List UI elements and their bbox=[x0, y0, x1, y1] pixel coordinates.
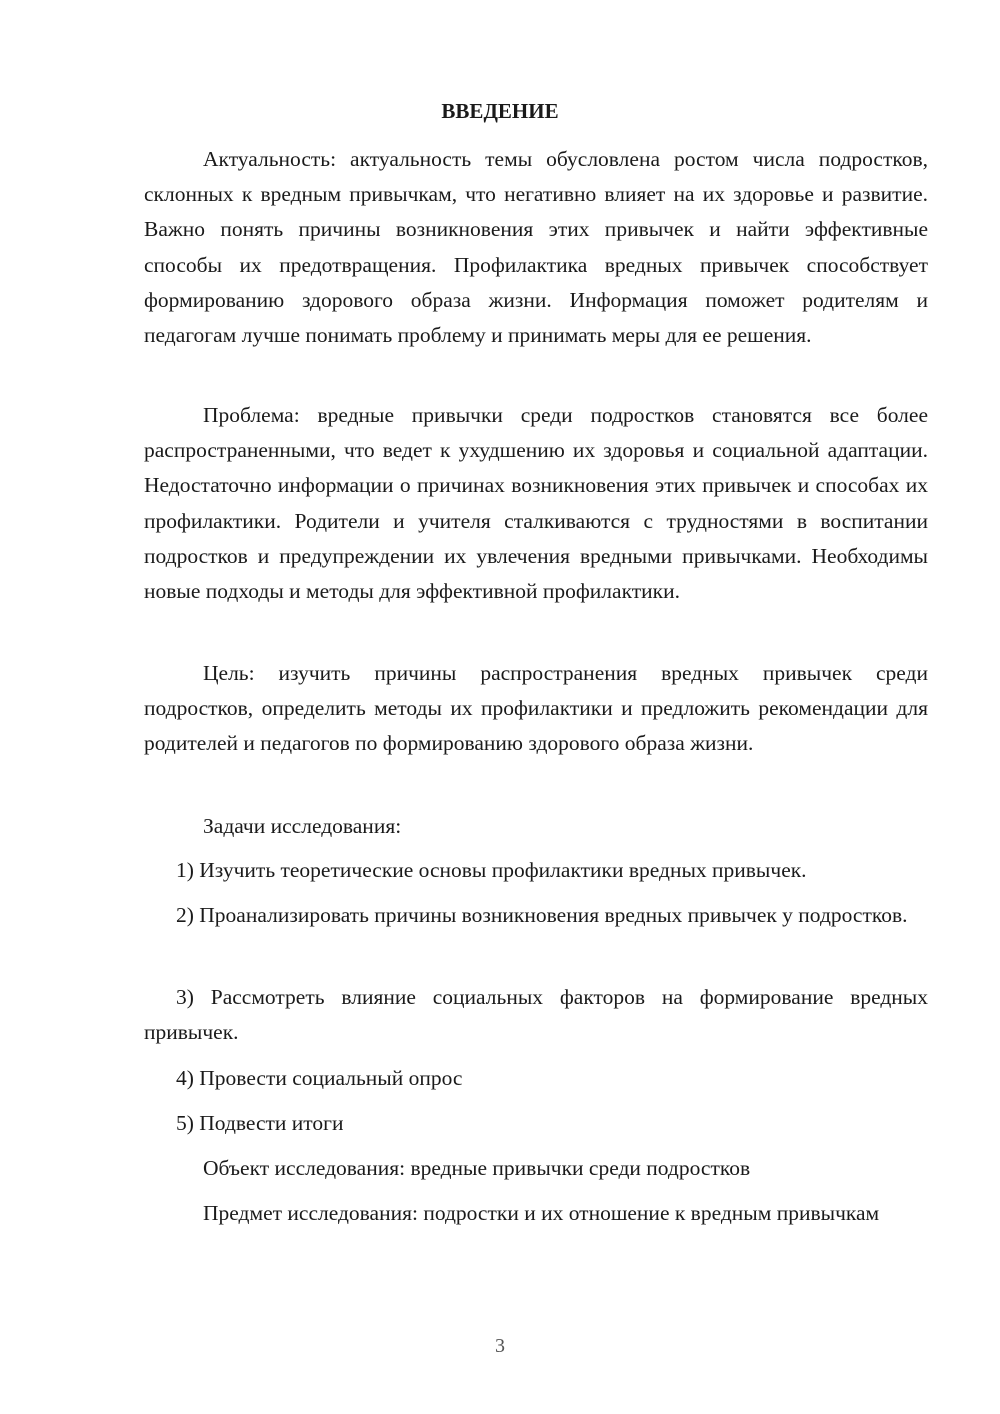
page-title: ВВЕДЕНИЕ bbox=[441, 99, 559, 123]
page-number: 3 bbox=[495, 1335, 505, 1357]
relevance-paragraph: Актуальность: актуальность темы обусловлена ростом числа подростков, склонных к вредным привычкам, что негативно влияет на их здоровье и развитие. Важно понять причины возникновения этих привычек и найти эффективные способы их предотвращения. Профилактика вредных привычек способствует формированию здорового образа жизни. Информация поможет родителям и педагогам лучше понимать проблему и принимать меры для ее решения. bbox=[144, 147, 928, 348]
task-item-2: 2) Проанализировать причины возникновения вредных привычек у подростков. bbox=[176, 903, 908, 927]
goal-paragraph: Цель: изучить причины распространения вредных привычек среди подростков, определить методы их профилактики и предложить рекомендации для родителей и педагогов по формированию здорового образа жизни. bbox=[144, 661, 928, 756]
problem-paragraph: Проблема: вредные привычки среди подростков становятся все более распространенными, что ведет к ухудшению их здоровья и социальной адаптации. Недостаточно информации о причинах возникновения этих привычек и способах их профилактики. Родители и учителя сталкиваются с трудностями в воспитании подростков и предупреждении их увлечения вредными привычками. Необходимы новые подходы и методы для эффективной профилактики. bbox=[144, 403, 928, 604]
task-item-1: 1) Изучить теоретические основы профилактики вредных привычек. bbox=[176, 858, 807, 882]
tasks-heading: Задачи исследования: bbox=[203, 814, 402, 838]
subject-paragraph: Предмет исследования: подростки и их отношение к вредным привычкам bbox=[203, 1201, 880, 1225]
task-item-5: 5) Подвести итоги bbox=[176, 1111, 344, 1135]
object-paragraph: Объект исследования: вредные привычки среди подростков bbox=[203, 1156, 751, 1180]
task-item-3: 3) Рассмотреть влияние социальных факторов на формирование вредных привычек. bbox=[144, 985, 928, 1045]
task-item-4: 4) Провести социальный опрос bbox=[176, 1066, 463, 1090]
